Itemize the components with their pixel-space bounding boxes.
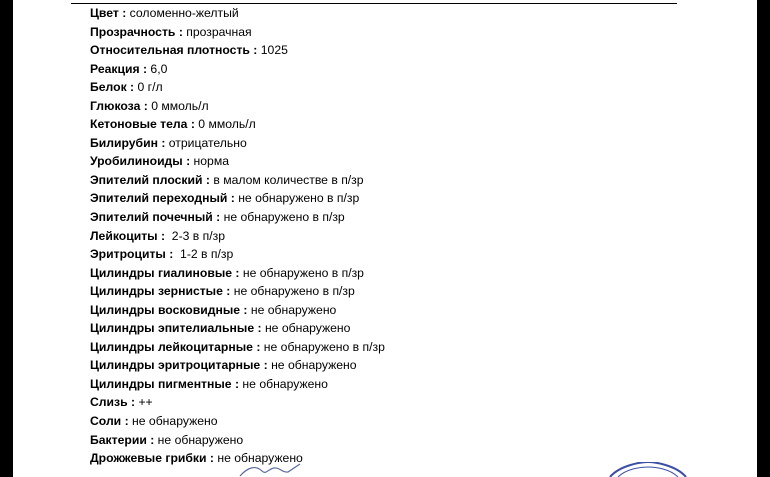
- result-row-transitional-epithelium: [90, 189, 385, 208]
- result-label: Эпителий переходный: [90, 191, 228, 206]
- result-separator: :: [165, 247, 181, 262]
- result-row-mucus: [90, 393, 385, 412]
- result-label: Билирубин: [90, 135, 158, 150]
- result-label: Цилиндры гиалиновые: [90, 265, 233, 280]
- result-row-epithelial-casts: [90, 319, 385, 338]
- urinalysis-results-list: [90, 4, 385, 468]
- result-row-granular-casts: [90, 282, 385, 301]
- result-label: Цилиндры лейкоцитарные: [90, 339, 253, 354]
- result-row-waxy-casts: [90, 301, 385, 320]
- result-value: прозрачная: [186, 24, 252, 39]
- result-value: не обнаружено в п/зр: [223, 210, 345, 225]
- result-row-glucose: [90, 97, 385, 116]
- result-row-erythrocyte-casts: [90, 356, 385, 375]
- result-label: Эпителий плоский: [90, 172, 203, 187]
- result-label: Бактерии: [90, 432, 147, 447]
- result-separator: :: [118, 6, 130, 20]
- result-separator: :: [157, 135, 169, 150]
- result-value: 1025: [260, 43, 288, 58]
- result-label: Эпителий почечный: [90, 210, 213, 225]
- result-row-bacteria: [90, 431, 385, 450]
- result-separator: :: [127, 395, 139, 410]
- result-value: не обнаружено: [271, 358, 357, 373]
- result-label: Белок: [90, 80, 127, 95]
- result-separator: :: [175, 24, 187, 39]
- result-row-pigment-casts: [90, 375, 385, 394]
- result-label: Относительная плотность: [90, 43, 250, 58]
- result-separator: :: [121, 414, 133, 429]
- result-separator: :: [187, 117, 199, 132]
- result-row-leukocytes: [90, 227, 385, 246]
- result-separator: :: [126, 80, 138, 95]
- result-value: ++: [138, 395, 153, 410]
- result-label: Слизь: [90, 395, 128, 410]
- result-label: Уробилиноиды: [90, 154, 183, 169]
- result-label: Цилиндры зернистые: [90, 284, 223, 299]
- result-separator: :: [227, 191, 239, 206]
- result-label: Глюкоза: [90, 98, 141, 113]
- result-separator: :: [249, 43, 261, 58]
- result-separator: :: [231, 376, 243, 391]
- result-separator: :: [232, 265, 243, 280]
- result-value: не обнаружено: [264, 321, 351, 336]
- result-separator: :: [222, 284, 234, 299]
- result-separator: :: [240, 302, 251, 317]
- result-row-density: [90, 41, 385, 60]
- result-label: Лейкоциты: [90, 228, 158, 243]
- result-value: не обнаружено в п/зр: [233, 284, 355, 299]
- result-separator: :: [182, 154, 194, 169]
- result-label: Цилиндры эпителиальные: [90, 321, 255, 336]
- result-row-squamous-epithelium: [90, 171, 385, 190]
- result-value: не обнаружено: [132, 414, 218, 429]
- result-label: Реакция: [90, 61, 140, 76]
- stamp-seal-edge: [608, 462, 688, 477]
- result-label: Дрожжевые грибки: [90, 451, 207, 466]
- result-value: не обнаружено: [242, 376, 328, 391]
- result-row-transparency: [90, 23, 385, 42]
- result-label: Кетоновые тела: [90, 117, 188, 132]
- result-value: соломенно-желтый: [129, 6, 239, 20]
- result-label: Цилиндры восковидные: [90, 302, 241, 317]
- result-row-protein: [90, 78, 385, 97]
- result-value: в малом количестве в п/зр: [213, 172, 364, 187]
- left-frame-border: [0, 0, 13, 477]
- result-separator: :: [139, 61, 151, 76]
- result-separator: :: [202, 172, 214, 187]
- result-value: не обнаружено: [157, 432, 244, 447]
- signature-mark: [238, 463, 308, 477]
- result-row-renal-epithelium: [90, 208, 385, 227]
- result-label: Соли: [90, 414, 122, 429]
- result-separator: :: [146, 432, 158, 447]
- result-row-urobilinoids: [90, 152, 385, 171]
- result-separator: :: [212, 210, 224, 225]
- result-value: 0 г/л: [137, 80, 163, 95]
- result-row-salts: [90, 412, 385, 431]
- result-value: 2-3 в п/зр: [171, 228, 226, 243]
- result-value: не обнаружено в п/зр: [263, 339, 385, 354]
- result-value: не обнаружено в п/зр: [242, 265, 364, 280]
- result-row-leukocyte-casts: [90, 338, 385, 357]
- result-label: Цвет: [90, 6, 119, 20]
- result-row-hyaline-casts: [90, 264, 385, 283]
- result-separator: :: [254, 321, 265, 336]
- result-label: Цилиндры пигментные: [90, 376, 232, 391]
- result-value: 1-2 в п/зр: [180, 247, 234, 262]
- result-label: Прозрачность: [90, 24, 176, 39]
- result-row-reaction: [90, 60, 385, 79]
- result-value: 6,0: [150, 61, 168, 76]
- result-value: не обнаружено: [217, 451, 303, 466]
- result-value: норма: [193, 154, 229, 169]
- result-value: 0 ммоль/л: [151, 98, 209, 113]
- result-row-erythrocytes: [90, 245, 385, 264]
- right-frame-border: [757, 0, 770, 477]
- result-value: не обнаружено в п/зр: [238, 191, 360, 206]
- result-value: 0 ммоль/л: [198, 117, 256, 132]
- result-separator: :: [260, 358, 272, 373]
- result-separator: :: [140, 98, 152, 113]
- result-value: отрицательно: [168, 135, 247, 150]
- result-label: Эритроциты: [90, 247, 166, 262]
- result-label: Цилиндры эритроцитарные: [90, 358, 261, 373]
- result-separator: :: [157, 228, 172, 243]
- result-row-ketones: [90, 115, 385, 134]
- result-separator: :: [206, 451, 218, 466]
- result-value: не обнаружено: [250, 302, 337, 317]
- result-separator: :: [252, 339, 264, 354]
- result-row-bilirubin: [90, 134, 385, 153]
- result-row-color: [90, 4, 385, 23]
